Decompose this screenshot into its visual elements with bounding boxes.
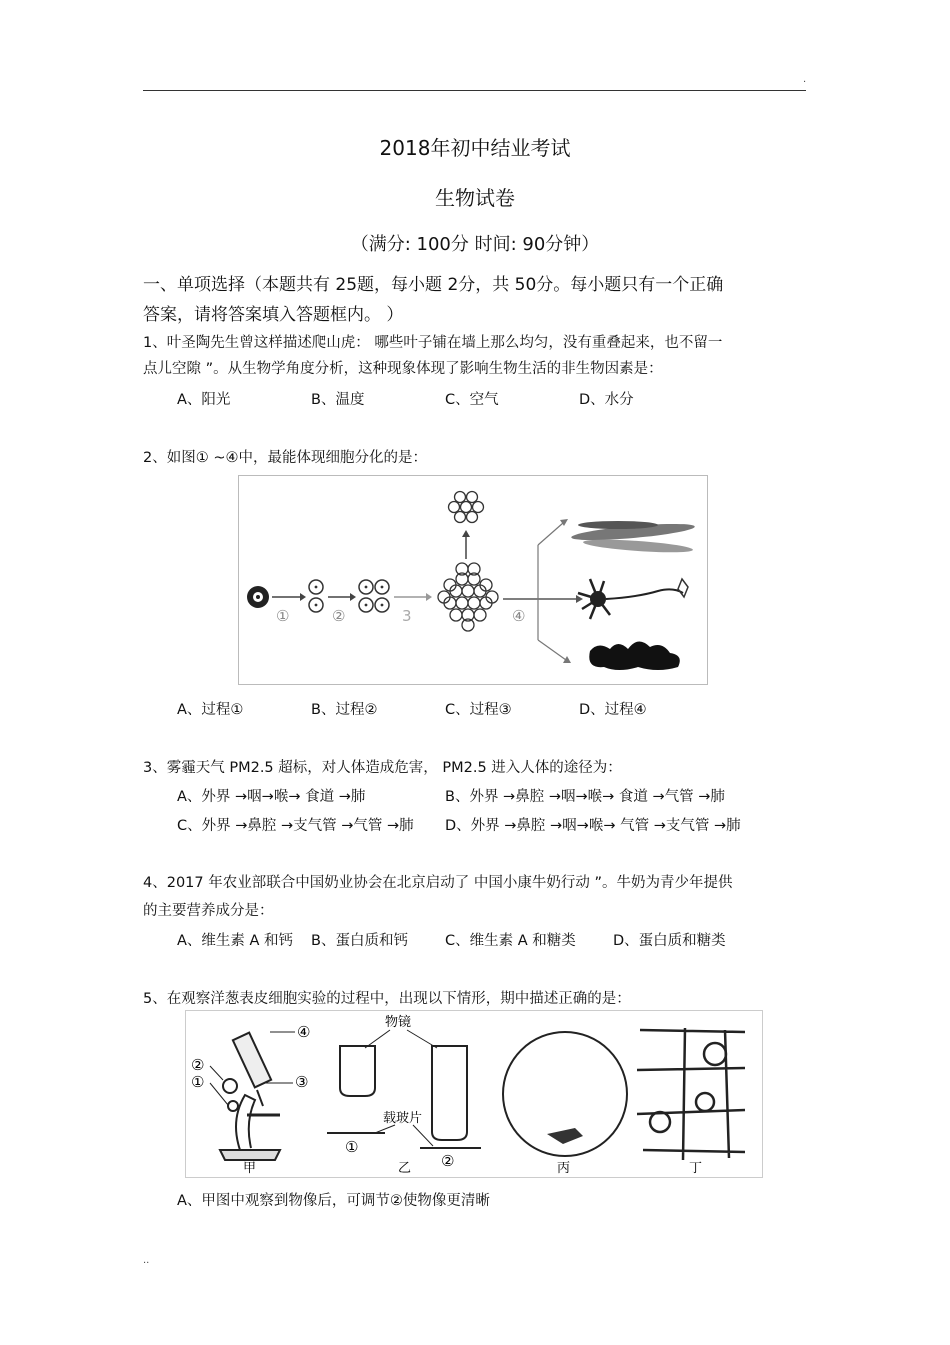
q4-option-a: A、维生素 A 和钙: [177, 933, 294, 949]
score-time-line: （满分: 100分 时间: 90分钟）: [350, 234, 600, 255]
q2-option-a: A、过程①: [177, 702, 244, 718]
q1-line1: 1、叶圣陶先生曾这样描述爬山虎： 哪些叶子铺在墙上那么均匀，没有重叠起来，也不留一: [143, 335, 723, 351]
process-label-2: ②: [332, 607, 346, 625]
q4-line2: 的主要营养成分是：: [143, 903, 274, 919]
cell-division-figure: [238, 475, 708, 685]
q4-line1: 4、2017 年农业部联合中国奶业协会在北京启动了 中国小康牛奶行动 ”。牛奶为青少年提供: [143, 875, 733, 891]
microscope-figure: [185, 1010, 763, 1178]
q4-option-b: B、蛋白质和钙: [311, 933, 408, 949]
q2-option-c: C、过程③: [445, 702, 512, 718]
q1-option-d: D、水分: [579, 392, 634, 408]
panel-label-bing: 丙: [557, 1161, 571, 1176]
q1-option-b: B、温度: [311, 392, 365, 408]
q2-option-d: D、过程④: [579, 702, 647, 718]
section1-line2: 答案，请将答案填入答题框内。 ）: [143, 305, 404, 325]
section1-line1: 一、单项选择（本题共有 25题，每小题 2分，共 50分。每小题只有一个正确: [143, 275, 724, 295]
q1-option-a: A、阳光: [177, 392, 231, 408]
q5-stem: 5、在观察洋葱表皮细胞实验的过程中，出现以下情形，期中描述正确的是：: [143, 991, 631, 1007]
panel-label-jia: 甲: [243, 1161, 257, 1176]
q4-option-c: C、维生素 A 和糖类: [445, 933, 576, 949]
q3-option-a: A、外界 →咽→喉→ 食道 →肺: [177, 789, 366, 805]
process-label-3: 3: [402, 607, 412, 625]
process-label-4: ④: [512, 607, 526, 625]
microscope-mark-1: ①: [191, 1073, 205, 1091]
q5-option-a: A、甲图中观察到物像后，可调节②使物像更清晰: [177, 1193, 490, 1209]
exam-subtitle: 生物试卷: [435, 186, 515, 210]
header-mark: .: [803, 74, 807, 85]
header-rule: [143, 90, 806, 91]
footer-mark: ..: [143, 1255, 150, 1266]
q3-option-d: D、外界 →鼻腔 →咽→喉→ 气管 →支气管 →肺: [445, 818, 741, 834]
microscope-mark-2: ②: [191, 1056, 205, 1074]
q1-line2: 点儿空隙 ”。从生物学角度分析，这种现象体现了影响生物生活的非生物因素是：: [143, 361, 663, 377]
q1-option-c: C、空气: [445, 392, 499, 408]
q2-option-b: B、过程②: [311, 702, 378, 718]
q2-stem: 2、如图① ~④中，最能体现细胞分化的是：: [143, 450, 427, 466]
q3-option-c: C、外界 →鼻腔 →支气管 →气管 →肺: [177, 818, 414, 834]
lens-mark-2: ②: [441, 1152, 455, 1170]
q3-option-b: B、外界 →鼻腔 →咽→喉→ 食道 →气管 →肺: [445, 789, 725, 805]
q3-stem: 3、雾霾天气 PM2.5 超标，对人体造成危害， PM2.5 进入人体的途径为：: [143, 760, 622, 776]
process-label-1: ①: [276, 607, 290, 625]
objective-label: 物镜: [385, 1015, 412, 1030]
slide-label: 载玻片: [383, 1111, 423, 1126]
exam-title: 2018年初中结业考试: [379, 136, 571, 160]
panel-label-yi: 乙: [398, 1161, 412, 1176]
q4-option-d: D、蛋白质和糖类: [613, 933, 726, 949]
microscope-mark-3: ③: [295, 1073, 309, 1091]
panel-label-ding: 丁: [689, 1161, 703, 1176]
microscope-mark-4: ④: [297, 1023, 311, 1041]
lens-mark-1: ①: [345, 1138, 359, 1156]
